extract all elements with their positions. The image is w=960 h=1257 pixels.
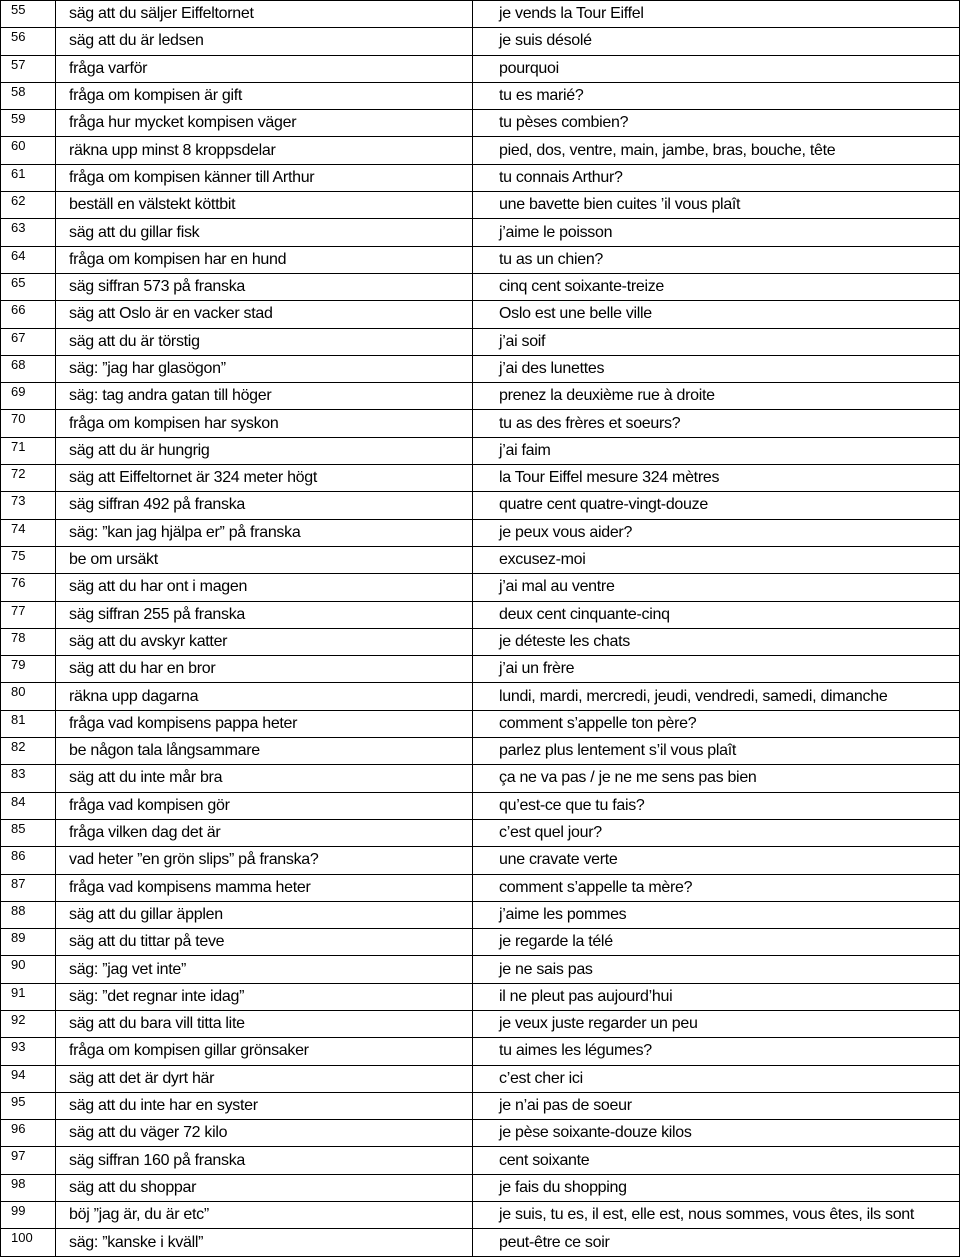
row-number: 72 — [1, 465, 56, 492]
swedish-prompt: säg att det är dyrt här — [56, 1065, 473, 1092]
row-number: 71 — [1, 437, 56, 464]
table-row — [1, 1229, 960, 1256]
french-answer: quatre cent quatre-vingt-douze — [473, 492, 960, 519]
french-answer: je veux juste regarder un peu — [473, 1010, 960, 1037]
table-row — [1, 738, 960, 765]
row-number: 100 — [1, 1229, 56, 1256]
row-number: 97 — [1, 1147, 56, 1174]
table-row — [1, 28, 960, 55]
row-number: 61 — [1, 164, 56, 191]
french-answer: tu aimes les légumes? — [473, 1038, 960, 1065]
table-row — [1, 847, 960, 874]
table-row — [1, 328, 960, 355]
row-number: 73 — [1, 492, 56, 519]
swedish-prompt: säg siffran 160 på franska — [56, 1147, 473, 1174]
swedish-prompt: fråga varför — [56, 55, 473, 82]
table-row — [1, 628, 960, 655]
table-row — [1, 492, 960, 519]
swedish-prompt: be någon tala långsammare — [56, 738, 473, 765]
row-number: 90 — [1, 956, 56, 983]
swedish-prompt: säg att du avskyr katter — [56, 628, 473, 655]
table-row — [1, 1202, 960, 1229]
swedish-prompt: fråga om kompisen är gift — [56, 82, 473, 109]
row-number: 85 — [1, 819, 56, 846]
table-row — [1, 656, 960, 683]
swedish-prompt: fråga vad kompisens mamma heter — [56, 874, 473, 901]
french-answer: pourquoi — [473, 55, 960, 82]
swedish-prompt: säg siffran 492 på franska — [56, 492, 473, 519]
french-answer: excusez-moi — [473, 546, 960, 573]
swedish-prompt: säg att du är hungrig — [56, 437, 473, 464]
swedish-prompt: säg: ”det regnar inte idag” — [56, 983, 473, 1010]
row-number: 81 — [1, 710, 56, 737]
french-answer: c’est quel jour? — [473, 819, 960, 846]
row-number: 76 — [1, 574, 56, 601]
table-row — [1, 1174, 960, 1201]
row-number: 65 — [1, 273, 56, 300]
table-row — [1, 1010, 960, 1037]
row-number: 92 — [1, 1010, 56, 1037]
swedish-prompt: fråga vad kompisens pappa heter — [56, 710, 473, 737]
swedish-prompt: fråga om kompisen har en hund — [56, 246, 473, 273]
french-answer: prenez la deuxième rue à droite — [473, 383, 960, 410]
table-row — [1, 1147, 960, 1174]
table-row — [1, 383, 960, 410]
french-answer: tu es marié? — [473, 82, 960, 109]
table-row — [1, 956, 960, 983]
row-number: 82 — [1, 738, 56, 765]
french-answer: je n’ai pas de soeur — [473, 1092, 960, 1119]
table-row — [1, 55, 960, 82]
french-answer: j’aime les pommes — [473, 901, 960, 928]
row-number: 56 — [1, 28, 56, 55]
french-answer: cent soixante — [473, 1147, 960, 1174]
swedish-prompt: säg att Eiffeltornet är 324 meter högt — [56, 465, 473, 492]
swedish-prompt: säg att du har en bror — [56, 656, 473, 683]
french-answer: qu’est-ce que tu fais? — [473, 792, 960, 819]
french-answer: comment s’appelle ta mère? — [473, 874, 960, 901]
table-row — [1, 574, 960, 601]
french-answer: une bavette bien cuites ’il vous plaît — [473, 192, 960, 219]
french-answer: peut-être ce soir — [473, 1229, 960, 1256]
row-number: 77 — [1, 601, 56, 628]
row-number: 68 — [1, 355, 56, 382]
row-number: 78 — [1, 628, 56, 655]
swedish-prompt: böj ”jag är, du är etc” — [56, 1202, 473, 1229]
table-row — [1, 410, 960, 437]
french-answer: je suis, tu es, il est, elle est, nous sommes, vous êtes, ils sont — [473, 1202, 960, 1229]
french-answer: deux cent cinquante-cinq — [473, 601, 960, 628]
row-number: 74 — [1, 519, 56, 546]
swedish-prompt: säg att du shoppar — [56, 1174, 473, 1201]
swedish-prompt: säg: ”jag vet inte” — [56, 956, 473, 983]
row-number: 83 — [1, 765, 56, 792]
table-row — [1, 683, 960, 710]
table-row — [1, 1065, 960, 1092]
row-number: 69 — [1, 383, 56, 410]
table-row — [1, 601, 960, 628]
table-row — [1, 137, 960, 164]
swedish-prompt: säg siffran 255 på franska — [56, 601, 473, 628]
french-answer: la Tour Eiffel mesure 324 mètres — [473, 465, 960, 492]
table-row — [1, 437, 960, 464]
swedish-prompt: be om ursäkt — [56, 546, 473, 573]
french-answer: je pèse soixante-douze kilos — [473, 1120, 960, 1147]
swedish-prompt: säg att du har ont i magen — [56, 574, 473, 601]
french-answer: je déteste les chats — [473, 628, 960, 655]
swedish-prompt: säg att du inte har en syster — [56, 1092, 473, 1119]
french-answer: pied, dos, ventre, main, jambe, bras, bouche, tête — [473, 137, 960, 164]
french-answer: je peux vous aider? — [473, 519, 960, 546]
swedish-prompt: räkna upp minst 8 kroppsdelar — [56, 137, 473, 164]
french-answer: je vends la Tour Eiffel — [473, 1, 960, 28]
row-number: 60 — [1, 137, 56, 164]
swedish-prompt: säg: ”jag har glasögon” — [56, 355, 473, 382]
swedish-prompt: säg siffran 573 på franska — [56, 273, 473, 300]
table-row — [1, 273, 960, 300]
table-row — [1, 874, 960, 901]
phrase-table-body — [1, 1, 960, 1257]
swedish-prompt: säg att du är ledsen — [56, 28, 473, 55]
table-row — [1, 246, 960, 273]
table-row — [1, 710, 960, 737]
swedish-prompt: säg att du är törstig — [56, 328, 473, 355]
table-row — [1, 1, 960, 28]
swedish-prompt: fråga vilken dag det är — [56, 819, 473, 846]
table-row — [1, 164, 960, 191]
row-number: 84 — [1, 792, 56, 819]
table-row — [1, 901, 960, 928]
row-number: 91 — [1, 983, 56, 1010]
swedish-prompt: beställ en välstekt köttbit — [56, 192, 473, 219]
row-number: 87 — [1, 874, 56, 901]
french-answer: c’est cher ici — [473, 1065, 960, 1092]
table-row — [1, 1038, 960, 1065]
row-number: 93 — [1, 1038, 56, 1065]
row-number: 63 — [1, 219, 56, 246]
french-answer: je regarde la télé — [473, 929, 960, 956]
row-number: 75 — [1, 546, 56, 573]
swedish-prompt: fråga hur mycket kompisen väger — [56, 110, 473, 137]
swedish-prompt: säg att du bara vill titta lite — [56, 1010, 473, 1037]
table-row — [1, 301, 960, 328]
row-number: 64 — [1, 246, 56, 273]
french-answer: j’ai des lunettes — [473, 355, 960, 382]
table-row — [1, 82, 960, 109]
table-row — [1, 1120, 960, 1147]
swedish-prompt: säg att du gillar fisk — [56, 219, 473, 246]
french-answer: une cravate verte — [473, 847, 960, 874]
french-answer: il ne pleut pas aujourd’hui — [473, 983, 960, 1010]
swedish-prompt: säg att du gillar äpplen — [56, 901, 473, 928]
table-row — [1, 110, 960, 137]
row-number: 55 — [1, 1, 56, 28]
french-answer: comment s’appelle ton père? — [473, 710, 960, 737]
french-answer: lundi, mardi, mercredi, jeudi, vendredi, samedi, dimanche — [473, 683, 960, 710]
swedish-prompt: vad heter ”en grön slips” på franska? — [56, 847, 473, 874]
row-number: 67 — [1, 328, 56, 355]
french-answer: j’aime le poisson — [473, 219, 960, 246]
table-row — [1, 819, 960, 846]
french-answer: j’ai un frère — [473, 656, 960, 683]
row-number: 79 — [1, 656, 56, 683]
swedish-prompt: säg: ”kanske i kväll” — [56, 1229, 473, 1256]
swedish-prompt: säg: tag andra gatan till höger — [56, 383, 473, 410]
french-answer: j’ai faim — [473, 437, 960, 464]
swedish-prompt: fråga om kompisen har syskon — [56, 410, 473, 437]
row-number: 66 — [1, 301, 56, 328]
row-number: 95 — [1, 1092, 56, 1119]
row-number: 96 — [1, 1120, 56, 1147]
french-answer: tu as un chien? — [473, 246, 960, 273]
table-row — [1, 219, 960, 246]
swedish-prompt: säg att du säljer Eiffeltornet — [56, 1, 473, 28]
swedish-prompt: säg att du tittar på teve — [56, 929, 473, 956]
row-number: 62 — [1, 192, 56, 219]
french-answer: tu connais Arthur? — [473, 164, 960, 191]
table-row — [1, 465, 960, 492]
table-row — [1, 519, 960, 546]
swedish-prompt: säg: ”kan jag hjälpa er” på franska — [56, 519, 473, 546]
swedish-prompt: fråga vad kompisen gör — [56, 792, 473, 819]
french-answer: je ne sais pas — [473, 956, 960, 983]
french-answer: j’ai mal au ventre — [473, 574, 960, 601]
row-number: 59 — [1, 110, 56, 137]
swedish-prompt: säg att du inte mår bra — [56, 765, 473, 792]
table-row — [1, 765, 960, 792]
table-row — [1, 929, 960, 956]
french-answer: je suis désolé — [473, 28, 960, 55]
french-answer: tu pèses combien? — [473, 110, 960, 137]
swedish-prompt: fråga om kompisen gillar grönsaker — [56, 1038, 473, 1065]
row-number: 89 — [1, 929, 56, 956]
french-answer: je fais du shopping — [473, 1174, 960, 1201]
swedish-prompt: fråga om kompisen känner till Arthur — [56, 164, 473, 191]
table-row — [1, 983, 960, 1010]
row-number: 70 — [1, 410, 56, 437]
table-row — [1, 546, 960, 573]
french-answer: parlez plus lentement s’il vous plaît — [473, 738, 960, 765]
french-answer: tu as des frères et soeurs? — [473, 410, 960, 437]
row-number: 99 — [1, 1202, 56, 1229]
french-answer: Oslo est une belle ville — [473, 301, 960, 328]
table-row — [1, 355, 960, 382]
row-number: 98 — [1, 1174, 56, 1201]
row-number: 94 — [1, 1065, 56, 1092]
table-row — [1, 192, 960, 219]
table-row — [1, 792, 960, 819]
french-answer: ça ne va pas / je ne me sens pas bien — [473, 765, 960, 792]
french-answer: j’ai soif — [473, 328, 960, 355]
row-number: 57 — [1, 55, 56, 82]
row-number: 80 — [1, 683, 56, 710]
swedish-prompt: säg att du väger 72 kilo — [56, 1120, 473, 1147]
french-answer: cinq cent soixante-treize — [473, 273, 960, 300]
swedish-prompt: säg att Oslo är en vacker stad — [56, 301, 473, 328]
row-number: 58 — [1, 82, 56, 109]
table-row — [1, 1092, 960, 1119]
row-number: 86 — [1, 847, 56, 874]
swedish-prompt: räkna upp dagarna — [56, 683, 473, 710]
row-number: 88 — [1, 901, 56, 928]
